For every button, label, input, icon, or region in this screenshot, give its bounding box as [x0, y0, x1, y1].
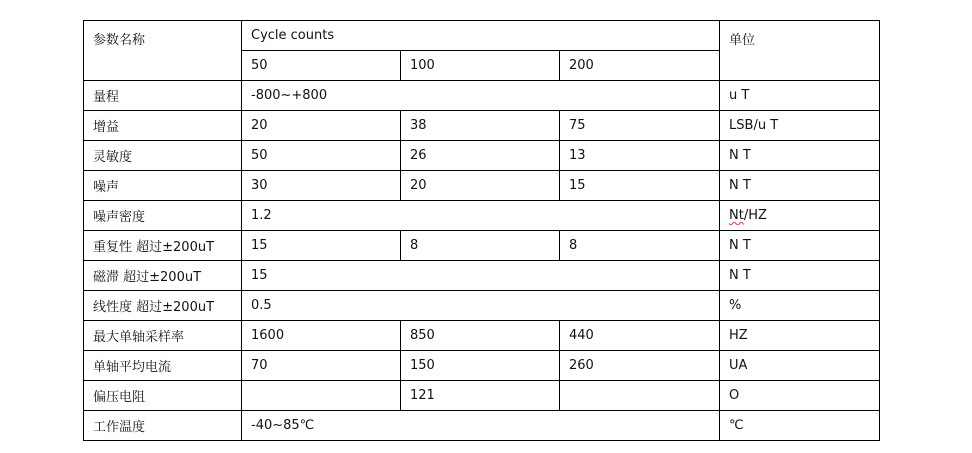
row-hysteresis	[84, 261, 880, 291]
param-unit: N T	[720, 261, 880, 291]
param-value-200: 15	[560, 171, 720, 201]
param-unit	[720, 201, 880, 231]
param-unit: O	[720, 381, 880, 411]
param-value: -800~+800	[242, 81, 720, 111]
param-name: 单轴平均电流	[84, 351, 242, 381]
param-value-50: 70	[242, 351, 401, 381]
param-value: 0.5	[242, 291, 720, 321]
header-param-name: 参数名称	[84, 21, 242, 81]
param-value-200: 8	[560, 231, 720, 261]
param-value-50: 50	[242, 141, 401, 171]
row-bias-resistor	[84, 381, 880, 411]
param-value-200: 13	[560, 141, 720, 171]
param-value-100: 20	[401, 171, 560, 201]
param-value-200	[560, 381, 720, 411]
param-value: 15	[242, 261, 720, 291]
param-value-50: 30	[242, 171, 401, 201]
param-value: -40~85℃	[242, 411, 720, 441]
param-value-100: 8	[401, 231, 560, 261]
param-unit: N T	[720, 141, 880, 171]
row-avg-current	[84, 351, 880, 381]
param-name: 噪声密度	[84, 201, 242, 231]
cycle-count-200: 200	[560, 51, 720, 81]
param-name: 量程	[84, 81, 242, 111]
row-repeatability	[84, 231, 880, 261]
row-noise	[84, 171, 880, 201]
param-unit-rest: /HZ	[743, 208, 767, 223]
param-value-100: 850	[401, 321, 560, 351]
param-name: 偏压电阻	[84, 381, 242, 411]
parameter-table	[83, 20, 880, 441]
row-max-sample-rate	[84, 321, 880, 351]
param-value-50: 20	[242, 111, 401, 141]
param-value-50: 1600	[242, 321, 401, 351]
param-unit: u T	[720, 81, 880, 111]
header-cycle-counts: Cycle counts	[242, 21, 720, 51]
param-value: 1.2	[242, 201, 720, 231]
cycle-count-50: 50	[242, 51, 401, 81]
param-value-50: 15	[242, 231, 401, 261]
param-value-100: 26	[401, 141, 560, 171]
row-linearity	[84, 291, 880, 321]
param-value-100: 38	[401, 111, 560, 141]
row-gain	[84, 111, 880, 141]
param-name: 增益	[84, 111, 242, 141]
row-operating-temp	[84, 411, 880, 441]
param-name: 线性度 超过±200uT	[84, 291, 242, 321]
param-name: 噪声	[84, 171, 242, 201]
param-unit: N T	[720, 171, 880, 201]
param-name: 磁滞 超过±200uT	[84, 261, 242, 291]
param-name: 灵敏度	[84, 141, 242, 171]
param-unit: ℃	[720, 411, 880, 441]
header-row	[84, 21, 880, 51]
param-name: 工作温度	[84, 411, 242, 441]
param-unit: %	[720, 291, 880, 321]
param-value-200: 260	[560, 351, 720, 381]
header-unit: 单位	[720, 21, 880, 81]
cycle-count-100: 100	[401, 51, 560, 81]
param-value-100: 150	[401, 351, 560, 381]
param-value-200: 75	[560, 111, 720, 141]
row-noise-density	[84, 201, 880, 231]
param-value-200: 440	[560, 321, 720, 351]
param-name: 最大单轴采样率	[84, 321, 242, 351]
param-unit: HZ	[720, 321, 880, 351]
param-unit: LSB/u T	[720, 111, 880, 141]
row-sensitivity	[84, 141, 880, 171]
row-range	[84, 81, 880, 111]
spellcheck-underlined-unit: Nt	[729, 208, 744, 223]
param-name: 重复性 超过±200uT	[84, 231, 242, 261]
param-value-100: 121	[401, 381, 560, 411]
param-unit: UA	[720, 351, 880, 381]
param-value-50	[242, 381, 401, 411]
param-unit: N T	[720, 231, 880, 261]
